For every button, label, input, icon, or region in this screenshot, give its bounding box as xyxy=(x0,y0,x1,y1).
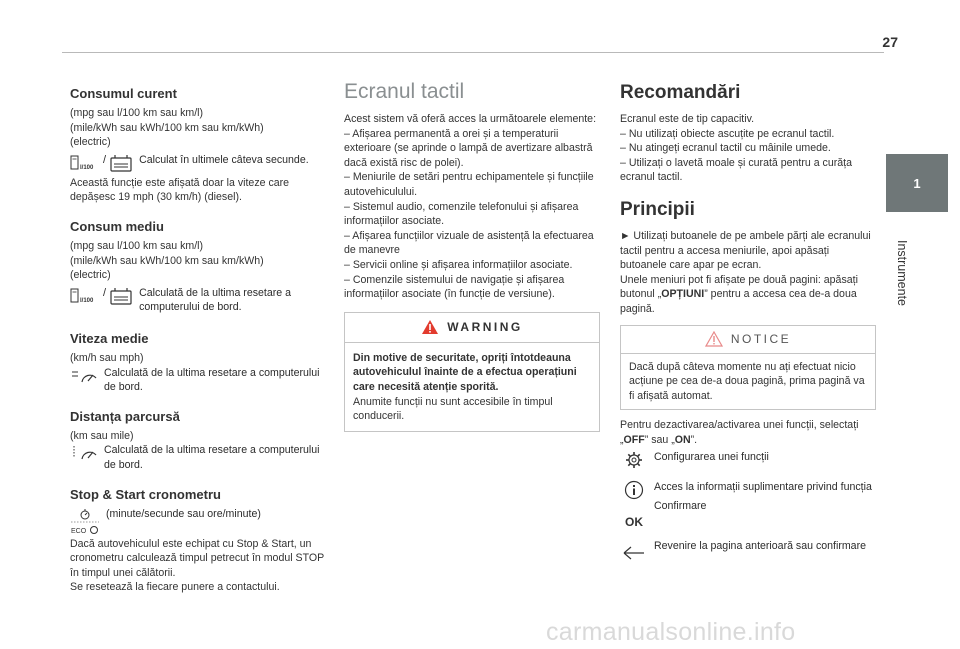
section-title-viteza-medie: Viteza medie xyxy=(70,330,149,346)
list-item: – Meniurile de setări pentru echipamentele și funcțiile autovehiculului. xyxy=(344,171,594,198)
icon-group xyxy=(70,443,98,463)
notice-box xyxy=(620,325,876,411)
list-item: – Servicii online și afișarea informațiilor asociate. xyxy=(344,258,573,271)
unit-line: (mile/kWh sau kWh/100 km sau km/kWh) xyxy=(70,254,264,267)
config-text: Configurarea unei funcții xyxy=(654,450,769,463)
icon-line-distanta xyxy=(70,443,332,472)
section-title-consum-mediu: Consum mediu xyxy=(70,218,164,234)
unit-line: (electric) xyxy=(70,136,111,149)
principii-text-2 xyxy=(620,273,876,317)
icon-group xyxy=(70,507,100,537)
stop-start-timer-icon xyxy=(70,507,100,537)
icon-description: Calculat în ultimele câteva secunde. xyxy=(139,153,309,166)
fuel-pump-l100-icon xyxy=(70,287,100,305)
icon-group xyxy=(70,366,98,386)
icon-group xyxy=(620,499,648,529)
toggle-text xyxy=(620,418,876,447)
warning-body xyxy=(345,343,599,431)
icon-line-consum-curent xyxy=(70,153,332,173)
fuel-pump-l100-icon xyxy=(70,154,100,172)
list-item: – Afișarea permanentă a orei și a temperaturii exterioare (se aprinde o lampă de avertizare albastră dacă există risc de polei). xyxy=(344,127,593,169)
on-label: ON xyxy=(674,433,691,446)
section-title-principii: Principii xyxy=(620,198,695,220)
icon-group xyxy=(70,153,133,173)
confirm-text: Confirmare xyxy=(654,499,707,512)
warning-label: WARNING xyxy=(447,320,523,335)
back-arrow-icon xyxy=(622,543,646,563)
section-title-consum-curent: Consumul curent xyxy=(70,86,177,101)
principii-text: ► Utilizați butoanele de pe ambele părți ale ecranului tactil pentru a accesa meniurile, apoi apăsați butoanele care apar pe ecran. xyxy=(620,229,871,272)
average-speed-icon xyxy=(70,366,98,386)
slash: / xyxy=(103,286,107,299)
info-item xyxy=(620,480,876,500)
icon-description: (minute/secunde sau ore/minute) xyxy=(106,507,261,520)
icon-line-consum-mediu xyxy=(70,286,332,315)
battery-charge-icon xyxy=(109,154,133,172)
icon-group xyxy=(620,539,648,567)
unit-line: (mpg sau l/100 km sau km/l) xyxy=(70,239,204,252)
section-title-stop-start: Stop & Start cronometru xyxy=(70,486,221,502)
info-icon xyxy=(624,480,644,500)
stop-start-reset: Se resetează la fiecare punere a contactului. xyxy=(70,581,280,594)
off-label: OFF xyxy=(623,433,645,446)
svg-text:l/100: l/100 xyxy=(80,164,94,171)
rec-line: – Utilizați o lavetă moale și curată pentru a curăța ecranul tactil. xyxy=(620,156,853,184)
list-item: – Comenzile sistemului de navigație și afișarea informațiilor asociate (în funcție de versiune). xyxy=(344,273,565,301)
section-title-distanta: Distanța parcursă xyxy=(70,408,180,424)
icon-line-stop-start xyxy=(70,507,332,537)
battery-charge-icon xyxy=(109,287,133,305)
rec-line: – Nu atingeți ecranul tactil cu mâinile umede. xyxy=(620,142,831,155)
slash: / xyxy=(103,153,107,166)
chapter-title xyxy=(882,218,922,328)
section-title-ecranul-tactil: Ecranul tactil xyxy=(344,80,465,103)
toggle-text-c: ”. xyxy=(690,433,698,446)
unit-line: (electric) xyxy=(70,269,111,282)
icon-line-viteza xyxy=(70,366,332,395)
intro-text: Acest sistem vă oferă acces la următoarele elemente: xyxy=(344,113,597,125)
notice-label: NOTICE xyxy=(730,332,792,347)
principii-text-c: ” pentru a accesa cea de-a doua pagină. xyxy=(620,288,857,315)
column-middle xyxy=(344,80,602,432)
notice-text: Dacă după câteva momente nu ați efectuat nicio acțiune pe cea de-a doua pagină, prima pagină va fi afișată automat. xyxy=(629,360,865,402)
list-item: – Afișarea funcțiilor vizuale de asistență la efectuarea de manevre xyxy=(344,229,594,257)
notice-body xyxy=(621,354,875,410)
ok-icon: OK xyxy=(625,514,643,529)
column-right xyxy=(620,80,876,570)
info-text: Acces la informații suplimentare privind funcția xyxy=(654,480,872,493)
options-button-label: OPȚIUNI xyxy=(661,288,705,301)
chapter-title-text: Instrumente xyxy=(895,239,910,307)
principii-text-a: Unele meniuri pot fi afișate pe două pagini: apăsați butonul „ xyxy=(620,273,858,301)
back-item xyxy=(620,539,876,567)
icon-description: Calculată de la ultima resetare a computerului de bord. xyxy=(104,366,320,394)
warning-bold-text: Din motive de securitate, opriți întotdeauna autovehiculul înainte de a efectua operațiuni care necesită atenție sporită. xyxy=(353,351,577,393)
column-left xyxy=(70,80,332,595)
warning-triangle-icon xyxy=(421,319,439,335)
distance-icon xyxy=(70,443,98,463)
note-text: Această funcție este afișată doar la viteze care depășesc 19 mph (30 km/h) (diesel). xyxy=(70,176,290,204)
warning-text: Anumite funcții nu sunt accesibile în timpul conducerii. xyxy=(353,395,553,423)
unit-line: (km/h sau mph) xyxy=(70,351,144,364)
section-title-recomandari: Recomandări xyxy=(620,82,741,103)
unit-line: (km sau mile) xyxy=(70,429,134,442)
icon-group xyxy=(620,480,648,500)
back-text: Revenire la pagina anterioară sau confirmare xyxy=(654,539,866,552)
stop-start-text: Dacă autovehiculul este echipat cu Stop & Start, un cronometru calculează timpul petrecut în modul STOP în timpul unei călătorii. xyxy=(70,537,324,579)
icon-group xyxy=(70,286,133,306)
svg-text:l/100: l/100 xyxy=(80,297,94,304)
toggle-text-a: Pentru dezactivarea/activarea unei funcții, selectați „ xyxy=(620,419,859,446)
icon-group xyxy=(620,450,648,470)
icon-description: Calculată de la ultima resetare a computerului de bord. xyxy=(104,444,320,471)
notice-header xyxy=(621,326,875,354)
warning-header xyxy=(345,313,599,343)
unit-line: (mpg sau l/100 km sau km/l) xyxy=(70,107,204,119)
notice-triangle-icon xyxy=(705,331,723,347)
page-number: 27 xyxy=(882,34,898,50)
eco-label: ECO xyxy=(71,527,87,535)
icon-description: Calculată de la ultima resetare a computerului de bord. xyxy=(139,286,291,314)
watermark: carmanualsonline.info xyxy=(546,618,796,646)
config-item xyxy=(620,450,876,470)
top-rule xyxy=(62,52,884,53)
unit-line: (mile/kWh sau kWh/100 km sau km/kWh) xyxy=(70,121,264,134)
rec-line: – Nu utilizați obiecte ascuțite pe ecranul tactil. xyxy=(620,127,835,140)
confirm-item xyxy=(620,499,876,529)
toggle-text-b: ” sau „ xyxy=(644,433,675,446)
list-item: – Sistemul audio, comenzile telefonului și afișarea informațiilor asociate. xyxy=(344,200,579,228)
rec-line: Ecranul este de tip capacitiv. xyxy=(620,113,755,125)
warning-box xyxy=(344,312,600,432)
gear-icon xyxy=(625,451,643,469)
chapter-tab[interactable]: 1 xyxy=(886,154,948,212)
